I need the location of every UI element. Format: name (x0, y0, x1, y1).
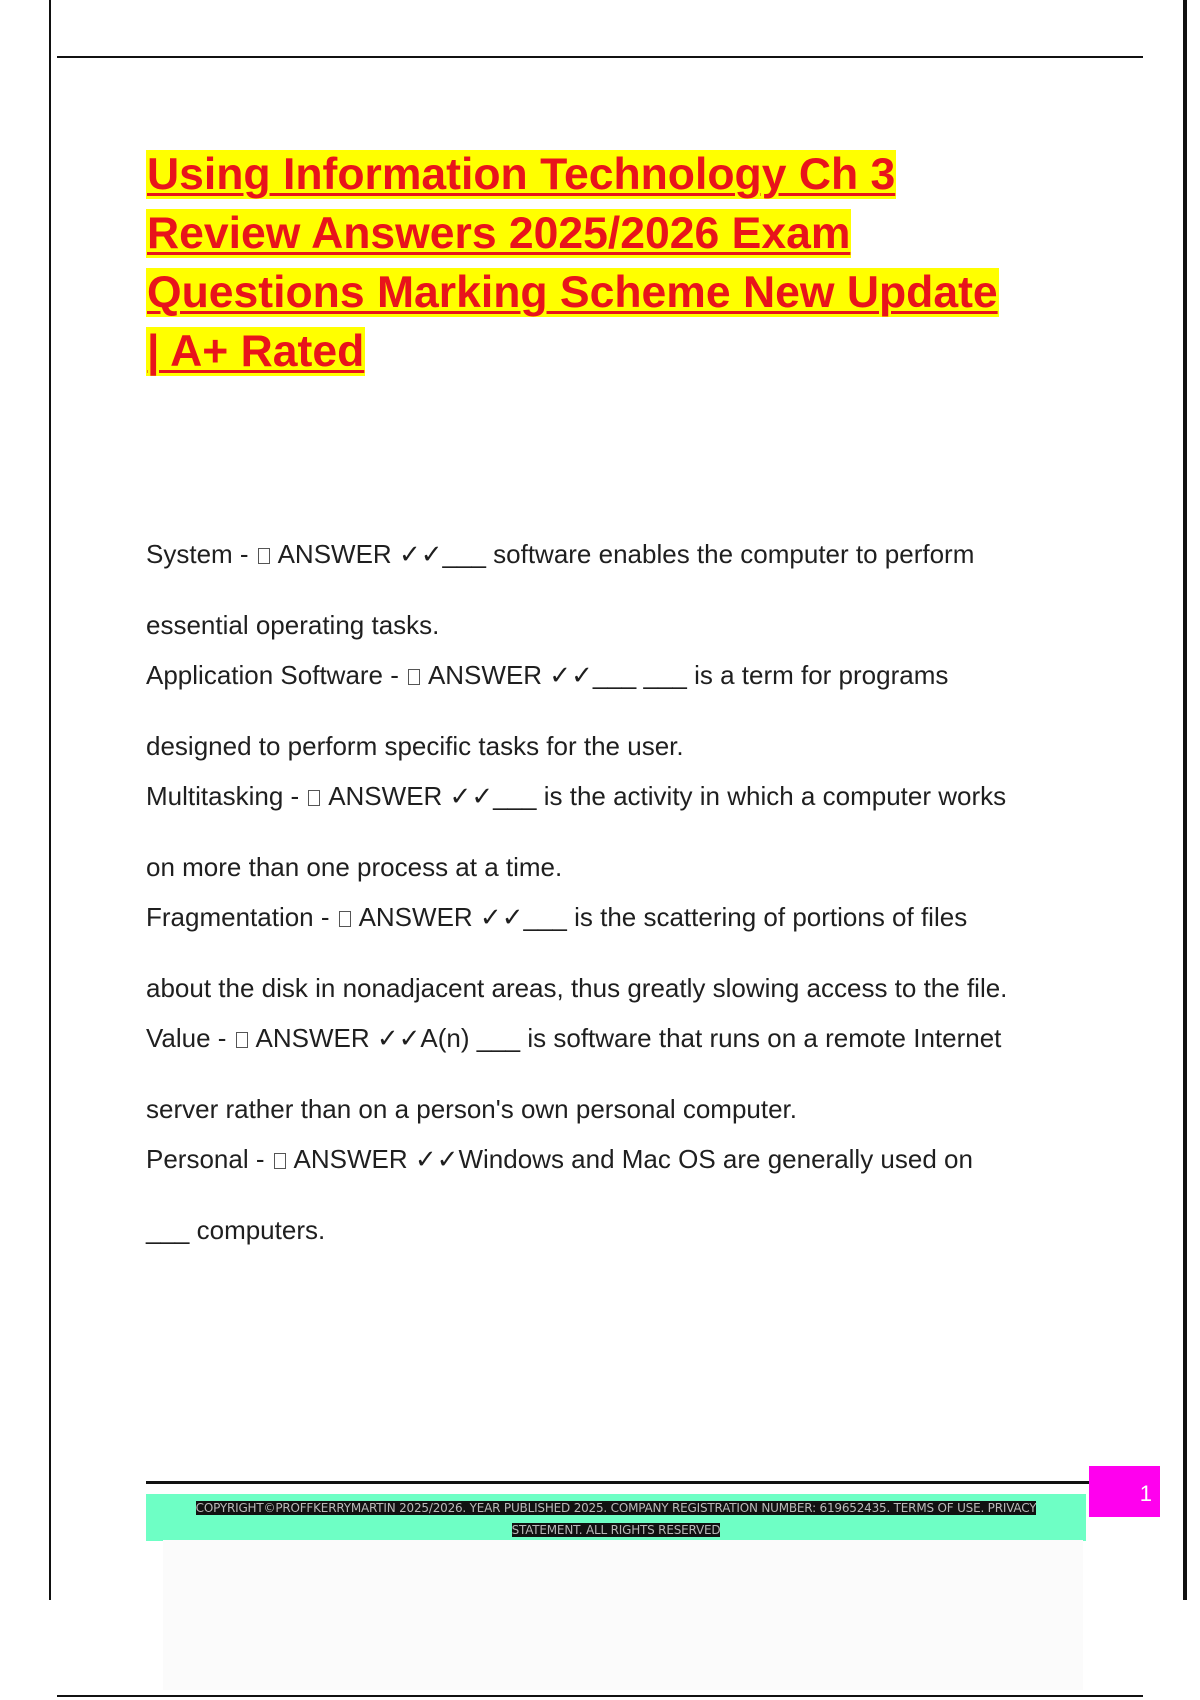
missing-glyph-icon (258, 548, 270, 564)
missing-glyph-icon (339, 911, 351, 927)
qa-question-text: Windows and Mac OS are generally used on (458, 1144, 973, 1174)
qa-separator: - (383, 660, 407, 690)
title-line (146, 263, 1106, 322)
checkmark-icon: ✓✓ (449, 781, 494, 811)
bottom-rule (57, 1695, 1143, 1697)
qa-answer-label: ANSWER (293, 1144, 408, 1174)
qa-continuation-line: essential operating tasks. (146, 610, 440, 640)
qa-item (146, 1143, 1106, 1246)
page-number-badge (1089, 1466, 1160, 1517)
qa-term: Multitasking (146, 781, 284, 811)
qa-term: Value (146, 1023, 211, 1053)
page-border-left (49, 0, 51, 1600)
missing-glyph-icon (236, 1032, 248, 1048)
footer-copyright-band (146, 1494, 1086, 1541)
qa-continuation-line: server rather than on a person's own personal computer. (146, 1094, 797, 1124)
missing-glyph-icon (308, 790, 320, 806)
next-page-shadow (163, 1540, 1083, 1690)
qa-answer-label: ANSWER (427, 660, 543, 690)
title-line-text: | A+ Rated (147, 327, 365, 376)
qa-term: Personal (146, 1144, 249, 1174)
qa-question-line (146, 780, 1106, 812)
qa-question-text: ___ ___ is a term for programs (592, 660, 949, 690)
checkmark-icon: ✓✓ (398, 539, 443, 569)
title-line-text: Review Answers 2025/2026 Exam (147, 209, 851, 258)
checkmark-icon: ✓✓ (414, 1144, 459, 1174)
qa-answer-label: ANSWER (255, 1023, 370, 1053)
qa-item (146, 780, 1106, 883)
footer-text-wrapper (146, 1494, 1086, 1541)
qa-question-text: ___ is the activity in which a computer works (493, 781, 1007, 811)
qa-question-text: ___ is the scattering of portions of files (523, 902, 968, 932)
qa-question-text: A(n) ___ is software that runs on a remote Internet (420, 1023, 1002, 1053)
qa-term: Fragmentation (146, 902, 314, 932)
qa-continuation-line: on more than one process at a time. (146, 852, 563, 882)
page-border-right (1183, 0, 1187, 1600)
missing-glyph-icon (274, 1153, 286, 1169)
footer-copyright-text: COPYRIGHT©PROFFKERRYMARTIN 2025/2026. YEAR PUBLISHED 2025. COMPANY REGISTRATION NUMBER: 619652435. TERMS OF USE. PRIVACY STATEMENT. ALL RIGHTS RESERVED (195, 1501, 1037, 1537)
qa-item (146, 1022, 1106, 1125)
qa-item (146, 659, 1106, 762)
qa-continuation-line: about the disk in nonadjacent areas, thus greatly slowing access to the file. (146, 973, 1008, 1003)
qa-list (146, 538, 1106, 1264)
title-line (146, 145, 1106, 204)
title-line-text: Questions Marking Scheme New Update (147, 268, 998, 317)
qa-question-line (146, 1143, 1106, 1175)
qa-answer-label: ANSWER (277, 539, 392, 569)
qa-question-line (146, 538, 1106, 570)
checkmark-icon: ✓✓ (549, 660, 593, 690)
missing-glyph-icon (408, 669, 420, 685)
footer-rule (146, 1481, 1089, 1484)
qa-item (146, 538, 1106, 641)
document-title (146, 145, 1106, 381)
qa-separator: - (313, 902, 337, 932)
title-line (146, 322, 1106, 381)
qa-item (146, 901, 1106, 1004)
qa-term: System (146, 539, 233, 569)
qa-separator: - (248, 1144, 272, 1174)
qa-separator: - (283, 781, 307, 811)
qa-term: Application Software (146, 660, 384, 690)
qa-separator: - (210, 1023, 234, 1053)
page-number: 1 (1139, 1481, 1152, 1506)
qa-answer-label: ANSWER (328, 781, 443, 811)
qa-question-line (146, 901, 1106, 933)
title-line (146, 204, 1106, 263)
qa-continuation-line: designed to perform specific tasks for the user. (146, 731, 684, 761)
qa-question-text: ___ software enables the computer to perform (442, 539, 975, 569)
title-line-text: Using Information Technology Ch 3 (147, 150, 896, 199)
checkmark-icon: ✓✓ (376, 1023, 421, 1053)
qa-question-line (146, 659, 1106, 691)
qa-separator: - (232, 539, 256, 569)
qa-question-line (146, 1022, 1106, 1054)
checkmark-icon: ✓✓ (479, 902, 524, 932)
qa-continuation-line: ___ computers. (146, 1215, 326, 1245)
top-rule (57, 56, 1143, 58)
qa-answer-label: ANSWER (358, 902, 473, 932)
